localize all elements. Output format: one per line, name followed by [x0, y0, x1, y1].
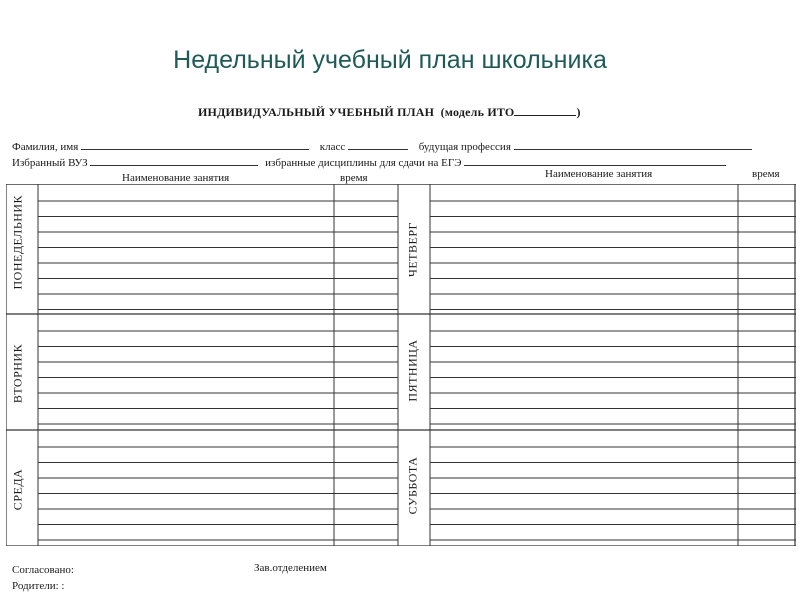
schedule-grid-lines — [6, 184, 796, 546]
day-label-monday: ПОНЕДЕЛЬНИК — [10, 194, 25, 290]
header-time-right: время — [752, 168, 780, 180]
header-lesson-right: Наименование занятия — [545, 168, 653, 180]
day-label-wednesday: СРЕДА — [10, 468, 25, 511]
footer-agreed: Согласовано: — [12, 564, 74, 576]
university-row — [12, 155, 726, 169]
footer-parents: Родители: : — [12, 580, 65, 592]
model-label: (модель ИТО — [440, 105, 515, 119]
name-field[interactable] — [81, 139, 309, 150]
university-field[interactable] — [90, 155, 258, 166]
day-label-tuesday: ВТОРНИК — [10, 343, 25, 404]
name-row — [12, 139, 752, 153]
exam-field[interactable] — [464, 155, 726, 166]
day-label-saturday: СУББОТА — [405, 456, 420, 515]
slide-title: Недельный учебный план школьника — [173, 46, 607, 74]
name-label: Фамилия, имя — [12, 141, 79, 153]
class-field[interactable] — [348, 139, 408, 150]
footer-head: Зав.отделением — [254, 562, 327, 574]
day-label-thursday: ЧЕТВЕРГ — [405, 222, 420, 277]
exam-label: избранные дисциплины для сдачи на ЕГЭ — [265, 157, 462, 169]
profession-label: будущая профессия — [418, 141, 511, 153]
class-label: класс — [319, 141, 346, 153]
header-time-left: время — [340, 172, 368, 184]
day-label-friday: ПЯТНИЦА — [405, 339, 420, 402]
model-blank — [514, 104, 576, 116]
form-title — [198, 104, 581, 120]
profession-field[interactable] — [514, 139, 752, 150]
university-label: Избранный ВУЗ — [12, 157, 88, 169]
header-lesson-left: Наименование занятия — [122, 172, 230, 184]
model-close: ) — [576, 105, 581, 119]
schedule-grid — [6, 184, 796, 546]
form-title-text: ИНДИВИДУАЛЬНЫЙ УЧЕБНЫЙ ПЛАН — [198, 105, 435, 119]
